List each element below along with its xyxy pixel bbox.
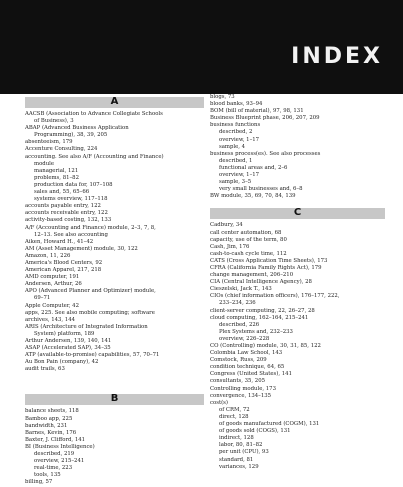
index-entry: Business Blueprint phase, 206, 207, 209 xyxy=(210,115,320,122)
index-subentry: Plex Systems and, 232–233 xyxy=(219,328,293,335)
index-subentry: 69–71 xyxy=(34,295,51,302)
index-entry: balance sheets, 118 xyxy=(25,408,79,415)
index-entry: Controlling module, 173 xyxy=(210,385,276,392)
index-entry: activity-based costing, 132, 133 xyxy=(25,217,112,224)
index-subentry: overview, 1–17 xyxy=(219,172,260,179)
index-entry: CATS (Cross Application Time Sheets), 173 xyxy=(210,257,328,264)
index-entry: Barnes, Kevin, 176 xyxy=(25,429,77,436)
index-page xyxy=(0,94,403,486)
index-entry: A/F (Accounting and Finance) module, 2–3, 7, 8, xyxy=(25,224,156,231)
index-entry: Arthur Andersen, 139, 140, 141 xyxy=(25,338,112,344)
index-entry: CO (Controlling) module, 30, 31, 85, 122 xyxy=(210,343,321,349)
index-subentry: variances, 129 xyxy=(219,463,259,470)
index-entry: Au Bon Pain (company), 42 xyxy=(25,359,99,366)
section-letter-c: C xyxy=(293,207,302,219)
index-entry: business functions xyxy=(210,122,261,129)
index-subentry: systems overview, 117–118 xyxy=(34,196,108,203)
index-entry: client-server computing, 22, 26–27, 28 xyxy=(210,307,315,314)
index-entry: ATP (available-to-promise) capabilities, 57, 70–71 xyxy=(25,352,160,359)
index-subentry: tools, 135 xyxy=(34,472,61,479)
index-entry: blood banks, 93–94 xyxy=(210,101,263,108)
index-entry: Cash, Jim, 176 xyxy=(210,243,250,250)
index-entry: convergence, 134–135 xyxy=(210,392,272,399)
index-entry: archives, 143, 144 xyxy=(25,316,76,323)
index-entry: ABAP (Advanced Business Application xyxy=(25,125,129,132)
index-subentry: System) platform, 189 xyxy=(34,330,95,337)
index-entry: blogs, 73 xyxy=(210,94,235,100)
index-subentry: indirect, 128 xyxy=(219,435,254,442)
index-entry: consultants, 35, 205 xyxy=(210,378,266,385)
index-entry: call center automation, 68 xyxy=(210,229,282,236)
index-entry: absenteeism, 179 xyxy=(25,139,73,146)
index-subentry: managerial, 121 xyxy=(34,167,79,174)
index-subentry: sample, 3–5 xyxy=(219,179,252,186)
index-entry: AM (Asset Management) module, 30, 122 xyxy=(25,245,138,252)
index-entry: Congress (United States), 141 xyxy=(210,371,292,378)
left-column xyxy=(25,94,204,487)
index-subentry: per unit (CPU), 93 xyxy=(219,449,269,456)
index-subentry: direct, 128 xyxy=(219,413,249,420)
index-entry: BI (Business Intelligence) xyxy=(25,443,95,450)
index-entry: cost(s) xyxy=(210,399,229,406)
section-header-a xyxy=(25,97,204,108)
index-subentry: of CRM, 72 xyxy=(219,406,250,413)
index-subentry: 233–234, 236 xyxy=(219,300,256,307)
index-entry: Accenture Consulting, 224 xyxy=(25,146,98,153)
page-title: INDEX xyxy=(291,44,383,69)
index-entry: Baxter, J. Clifford, 141 xyxy=(25,436,86,443)
index-entry: APO (Advanced Planner and Optimizer) module, xyxy=(25,288,156,295)
index-subentry: labor, 80, 81–82 xyxy=(219,442,263,449)
index-entry: apps, 225. See also mobile computing; software xyxy=(25,309,155,316)
index-subentry: of Business), 3 xyxy=(34,118,74,125)
index-subentry: functional areas and, 2–6 xyxy=(219,164,288,171)
index-entry: accounts payable entry, 122 xyxy=(25,203,101,210)
index-entry: Bamboo app, 225 xyxy=(25,415,73,422)
index-entry: ARIS (Architecture of Integrated Information xyxy=(25,323,148,330)
index-entry: America's Blood Centers, 92 xyxy=(25,259,103,266)
index-entry: accounts receivable entry, 122 xyxy=(25,210,108,217)
index-entry: Amazon, 11, 226 xyxy=(25,252,71,259)
index-entry: capacity, use of the term, 80 xyxy=(210,236,287,243)
index-entry: Apple Computer, 42 xyxy=(25,302,79,309)
index-header-banner xyxy=(0,0,403,94)
index-entry: business process(es). See also processes xyxy=(210,150,321,157)
index-list-b xyxy=(25,408,204,486)
index-list-b-continued xyxy=(210,94,385,200)
index-entry: CIA (Central Intelligence Agency), 28 xyxy=(210,279,312,286)
index-entry: AMD computer, 191 xyxy=(25,274,80,281)
index-entry: Cadbury, 34 xyxy=(210,222,243,229)
index-entry: AACSB (Association to Advance Collegiate Schools xyxy=(25,111,163,117)
index-subentry: sample, 4 xyxy=(219,143,246,150)
index-subentry: described, 2 xyxy=(219,129,253,136)
index-list-a xyxy=(25,111,204,373)
index-subentry: overview, 226–228 xyxy=(219,335,270,342)
index-list-c xyxy=(210,222,385,470)
index-subentry: described, 1 xyxy=(219,157,253,164)
index-entry: Colombia Law School, 143 xyxy=(210,350,283,357)
index-entry: BW module, 35, 69, 70, 84, 139 xyxy=(210,193,296,200)
index-entry: Andersen, Arthur, 26 xyxy=(25,281,82,288)
index-subentry: of goods manufactured (COGM), 131 xyxy=(219,421,320,428)
section-letter-b: B xyxy=(110,393,119,405)
index-entry: bandwidth, 231 xyxy=(25,422,68,429)
index-subentry: described, 226 xyxy=(219,321,260,328)
index-subentry: sales and, 55, 65–66 xyxy=(34,189,90,196)
index-entry: cash-to-cash cycle time, 112 xyxy=(210,250,287,257)
index-subentry: real-time, 223 xyxy=(34,465,73,472)
index-subentry: module xyxy=(34,160,55,167)
index-entry: CFRA (California Family Rights Act), 179 xyxy=(210,264,322,271)
index-subentry: overview, 215–241 xyxy=(34,458,85,465)
index-entry: accounting. See also A/F (Accounting and Finance) xyxy=(25,153,164,160)
index-entry: CIOs (chief information officers), 176–177, 222, xyxy=(210,293,340,300)
index-entry: condition technique, 64, 65 xyxy=(210,364,285,371)
section-header-b xyxy=(25,394,204,405)
index-entry: Cieszelski, Jack T., 143 xyxy=(210,286,272,293)
index-entry: BOM (bill of material), 97, 98, 131 xyxy=(210,108,304,115)
index-subentry: Programming), 38, 39, 205 xyxy=(34,132,108,139)
index-subentry: described, 219 xyxy=(34,451,75,458)
index-subentry: of goods sold (COGS), 131 xyxy=(219,428,291,435)
section-letter-a: A xyxy=(110,96,119,107)
index-subentry: 12–13. See also accounting xyxy=(34,231,108,238)
index-entry: Aiken, Howard H., 41–42 xyxy=(25,238,94,245)
index-subentry: production data for, 107–108 xyxy=(34,181,113,188)
index-subentry: standard, 81 xyxy=(219,456,254,463)
section-header-c xyxy=(210,208,385,219)
index-entry: American Apparel, 217, 218 xyxy=(25,267,102,274)
index-subentry: overview, 1–17 xyxy=(219,136,260,143)
right-column xyxy=(210,94,385,471)
index-entry: change management, 206–210 xyxy=(210,272,294,279)
index-entry: billing, 57 xyxy=(25,479,53,486)
index-entry: ASAP (Accelerated SAP), 34–35 xyxy=(25,345,111,352)
index-entry: Comstock, Russ, 209 xyxy=(210,357,267,364)
index-entry: cloud computing, 162–164, 215–241 xyxy=(210,314,309,321)
index-entry: audit trails, 63 xyxy=(25,366,65,373)
index-subentry: problems, 81–82 xyxy=(34,174,79,181)
index-subentry: very small businesses and, 6–8 xyxy=(219,186,303,193)
